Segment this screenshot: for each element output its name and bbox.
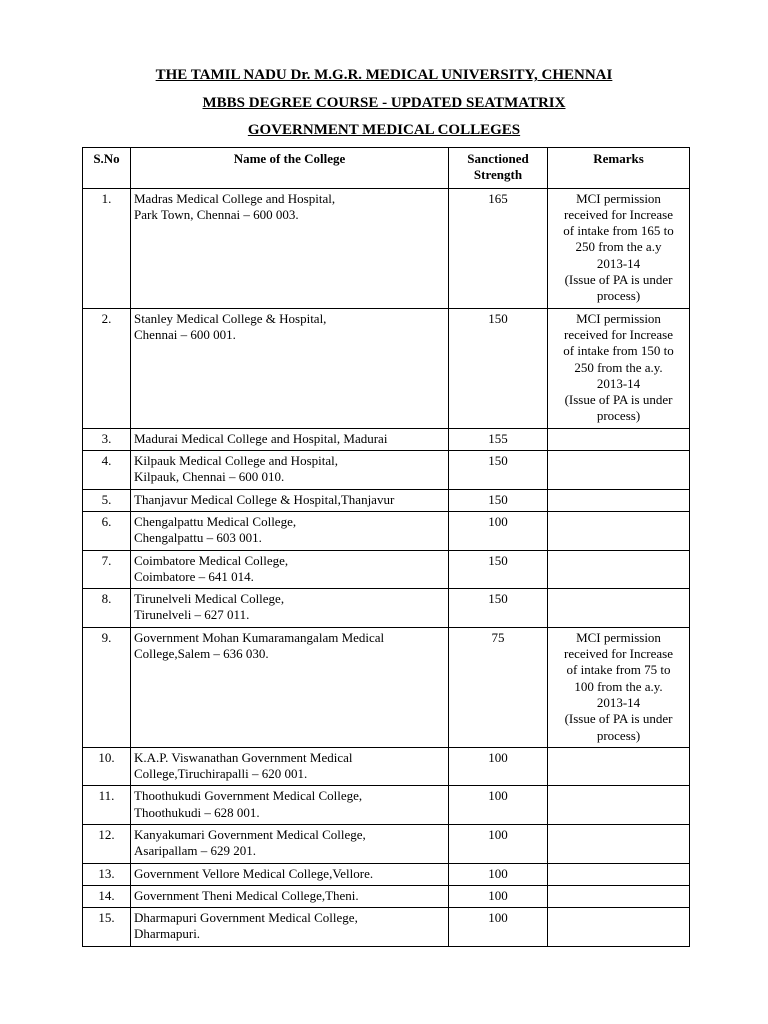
cell-remarks xyxy=(548,885,690,907)
table-row xyxy=(83,550,690,589)
cell-college-name: Madurai Medical College and Hospital, Madurai xyxy=(131,428,449,450)
cell-sanctioned-strength: 155 xyxy=(449,428,548,450)
table-row xyxy=(83,863,690,885)
cell-sno: 10. xyxy=(83,747,131,786)
table-header-row xyxy=(83,148,690,189)
cell-college-name: Kilpauk Medical College and Hospital, Kilpauk, Chennai – 600 010. xyxy=(131,451,449,490)
table-row xyxy=(83,885,690,907)
cell-sno: 15. xyxy=(83,908,131,947)
cell-college-name: Chengalpattu Medical College, Chengalpattu – 603 001. xyxy=(131,511,449,550)
cell-sanctioned-strength: 100 xyxy=(449,885,548,907)
table-row xyxy=(83,786,690,825)
cell-sno: 2. xyxy=(83,308,131,428)
cell-remarks xyxy=(548,863,690,885)
cell-remarks xyxy=(548,908,690,947)
column-header-strength: Sanctioned Strength xyxy=(449,148,548,189)
cell-sno: 8. xyxy=(83,589,131,628)
cell-remarks xyxy=(548,786,690,825)
table-row xyxy=(83,308,690,428)
cell-sanctioned-strength: 100 xyxy=(449,863,548,885)
cell-remarks: MCI permission received for Increase of intake from 150 to 250 from the a.y. 2013-14 (Issue of PA is under process) xyxy=(548,308,690,428)
cell-sanctioned-strength: 100 xyxy=(449,908,548,947)
cell-sno: 3. xyxy=(83,428,131,450)
category-title: GOVERNMENT MEDICAL COLLEGES xyxy=(247,122,521,138)
university-title: THE TAMIL NADU Dr. M.G.R. MEDICAL UNIVERSITY, CHENNAI xyxy=(155,67,613,83)
column-header-sno: S.No xyxy=(83,148,131,189)
cell-sanctioned-strength: 100 xyxy=(449,824,548,863)
cell-sanctioned-strength: 150 xyxy=(449,308,548,428)
table-row xyxy=(83,511,690,550)
table-row xyxy=(83,489,690,511)
column-header-remarks: Remarks xyxy=(548,148,690,189)
table-row xyxy=(83,589,690,628)
cell-sanctioned-strength: 165 xyxy=(449,188,548,308)
cell-sno: 11. xyxy=(83,786,131,825)
cell-sanctioned-strength: 100 xyxy=(449,747,548,786)
cell-remarks xyxy=(548,589,690,628)
cell-remarks xyxy=(548,747,690,786)
cell-sno: 1. xyxy=(83,188,131,308)
table-row xyxy=(83,908,690,947)
cell-college-name: Dharmapuri Government Medical College, Dharmapuri. xyxy=(131,908,449,947)
cell-remarks xyxy=(548,451,690,490)
cell-remarks xyxy=(548,824,690,863)
column-header-college: Name of the College xyxy=(131,148,449,189)
cell-sno: 13. xyxy=(83,863,131,885)
cell-college-name: Coimbatore Medical College, Coimbatore – 641 014. xyxy=(131,550,449,589)
cell-remarks xyxy=(548,428,690,450)
cell-college-name: Government Mohan Kumaramangalam Medical College,Salem – 636 030. xyxy=(131,627,449,747)
cell-sanctioned-strength: 75 xyxy=(449,627,548,747)
table-row xyxy=(83,824,690,863)
cell-sno: 12. xyxy=(83,824,131,863)
table-row xyxy=(83,747,690,786)
seat-matrix-table xyxy=(82,147,690,947)
cell-college-name: Government Theni Medical College,Theni. xyxy=(131,885,449,907)
table-row xyxy=(83,627,690,747)
cell-remarks: MCI permission received for Increase of intake from 75 to 100 from the a.y. 2013-14 (Issue of PA is under process) xyxy=(548,627,690,747)
cell-sno: 6. xyxy=(83,511,131,550)
cell-sanctioned-strength: 100 xyxy=(449,786,548,825)
cell-college-name: Kanyakumari Government Medical College, Asaripallam – 629 201. xyxy=(131,824,449,863)
cell-sno: 9. xyxy=(83,627,131,747)
cell-college-name: Government Vellore Medical College,Vellore. xyxy=(131,863,449,885)
cell-remarks xyxy=(548,511,690,550)
cell-college-name: Thanjavur Medical College & Hospital,Thanjavur xyxy=(131,489,449,511)
cell-college-name: Thoothukudi Government Medical College, Thoothukudi – 628 001. xyxy=(131,786,449,825)
cell-remarks: MCI permission received for Increase of intake from 165 to 250 from the a.y 2013-14 (Issue of PA is under process) xyxy=(548,188,690,308)
cell-college-name: Stanley Medical College & Hospital, Chennai – 600 001. xyxy=(131,308,449,428)
cell-sno: 4. xyxy=(83,451,131,490)
cell-sanctioned-strength: 150 xyxy=(449,489,548,511)
table-row xyxy=(83,428,690,450)
table-row xyxy=(83,451,690,490)
cell-college-name: Madras Medical College and Hospital, Park Town, Chennai – 600 003. xyxy=(131,188,449,308)
table-row xyxy=(83,188,690,308)
cell-sno: 5. xyxy=(83,489,131,511)
cell-sanctioned-strength: 150 xyxy=(449,451,548,490)
cell-sno: 7. xyxy=(83,550,131,589)
cell-sanctioned-strength: 150 xyxy=(449,589,548,628)
cell-college-name: Tirunelveli Medical College, Tirunelveli – 627 011. xyxy=(131,589,449,628)
cell-sanctioned-strength: 100 xyxy=(449,511,548,550)
cell-sanctioned-strength: 150 xyxy=(449,550,548,589)
cell-sno: 14. xyxy=(83,885,131,907)
cell-remarks xyxy=(548,550,690,589)
course-title: MBBS DEGREE COURSE - UPDATED SEATMATRIX xyxy=(202,95,566,111)
cell-college-name: K.A.P. Viswanathan Government Medical College,Tiruchirapalli – 620 001. xyxy=(131,747,449,786)
cell-remarks xyxy=(548,489,690,511)
